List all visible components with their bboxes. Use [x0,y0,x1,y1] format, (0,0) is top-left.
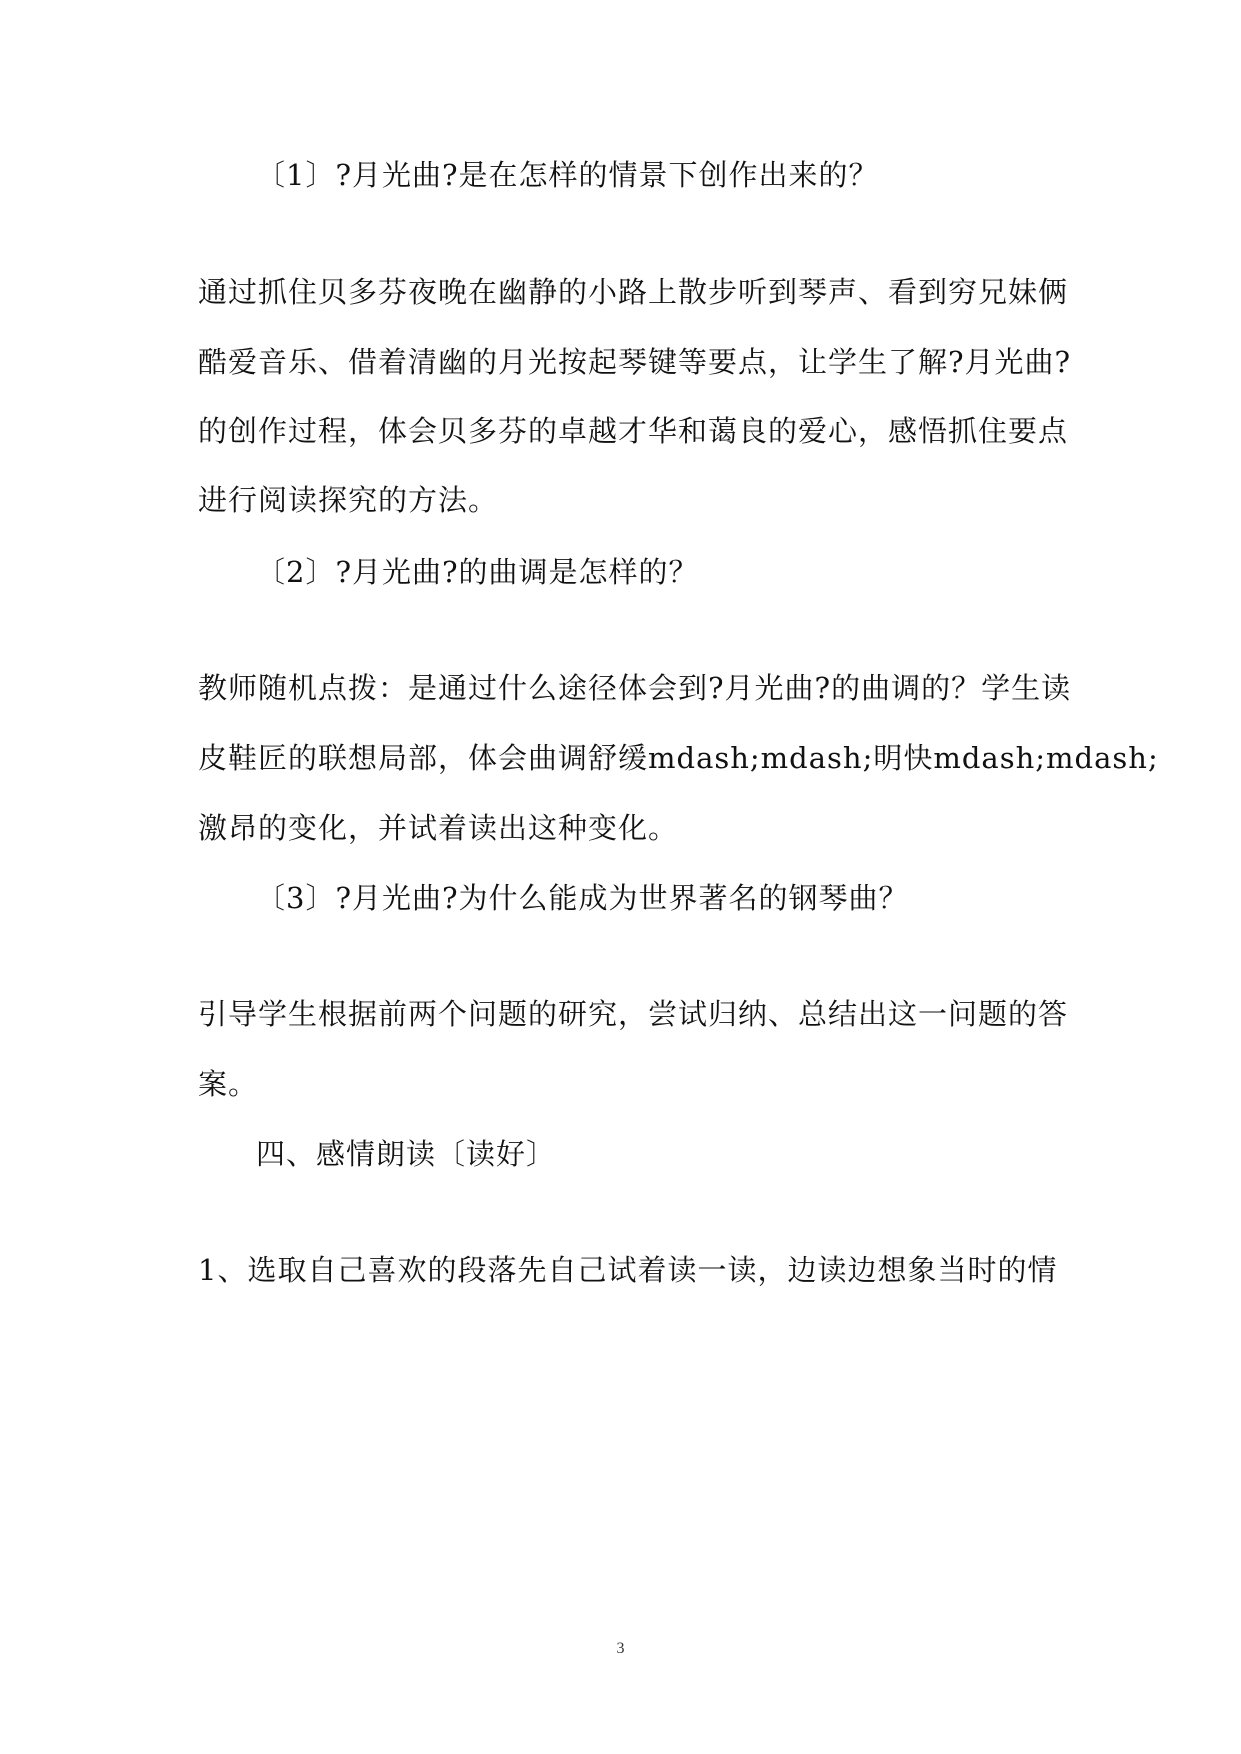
paragraph-line: 通过抓住贝多芬夜晚在幽静的小路上散步听到琴声、看到穷兄妹俩 [198,275,1069,309]
page-number: 3 [616,1640,625,1657]
paragraph-line: 的创作过程，体会贝多芬的卓越才华和蔼良的爱心，感悟抓住要点 [198,414,1069,448]
paragraph-line: 教师随机点拨：是通过什么途径体会到?月光曲?的曲调的？学生读 [198,671,1072,705]
question-3: 〔3〕?月光曲?为什么能成为世界著名的钢琴曲？ [256,881,909,915]
question-2: 〔2〕?月光曲?的曲调是怎样的？ [256,555,699,589]
paragraph-line: 案。 [198,1067,259,1101]
section-heading: 四、感情朗读〔读好〕 [256,1137,557,1171]
paragraph-line: 激昂的变化，并试着读出这种变化。 [198,811,679,845]
paragraph-line: 酷爱音乐、借着清幽的月光按起琴键等要点，让学生了解?月光曲? [198,345,1072,379]
paragraph-line: 皮鞋匠的联想局部，体会曲调舒缓mdash;mdash;明快mdash;mdash; [198,741,1159,775]
paragraph-line: 1、选取自己喜欢的段落先自己试着读一读，边读边想象当时的情 [198,1253,1058,1287]
question-1: 〔1〕?月光曲?是在怎样的情景下创作出来的？ [256,158,879,192]
paragraph-line: 引导学生根据前两个问题的研究，尝试归纳、总结出这一问题的答 [198,997,1069,1031]
paragraph-line: 进行阅读探究的方法。 [198,483,499,517]
